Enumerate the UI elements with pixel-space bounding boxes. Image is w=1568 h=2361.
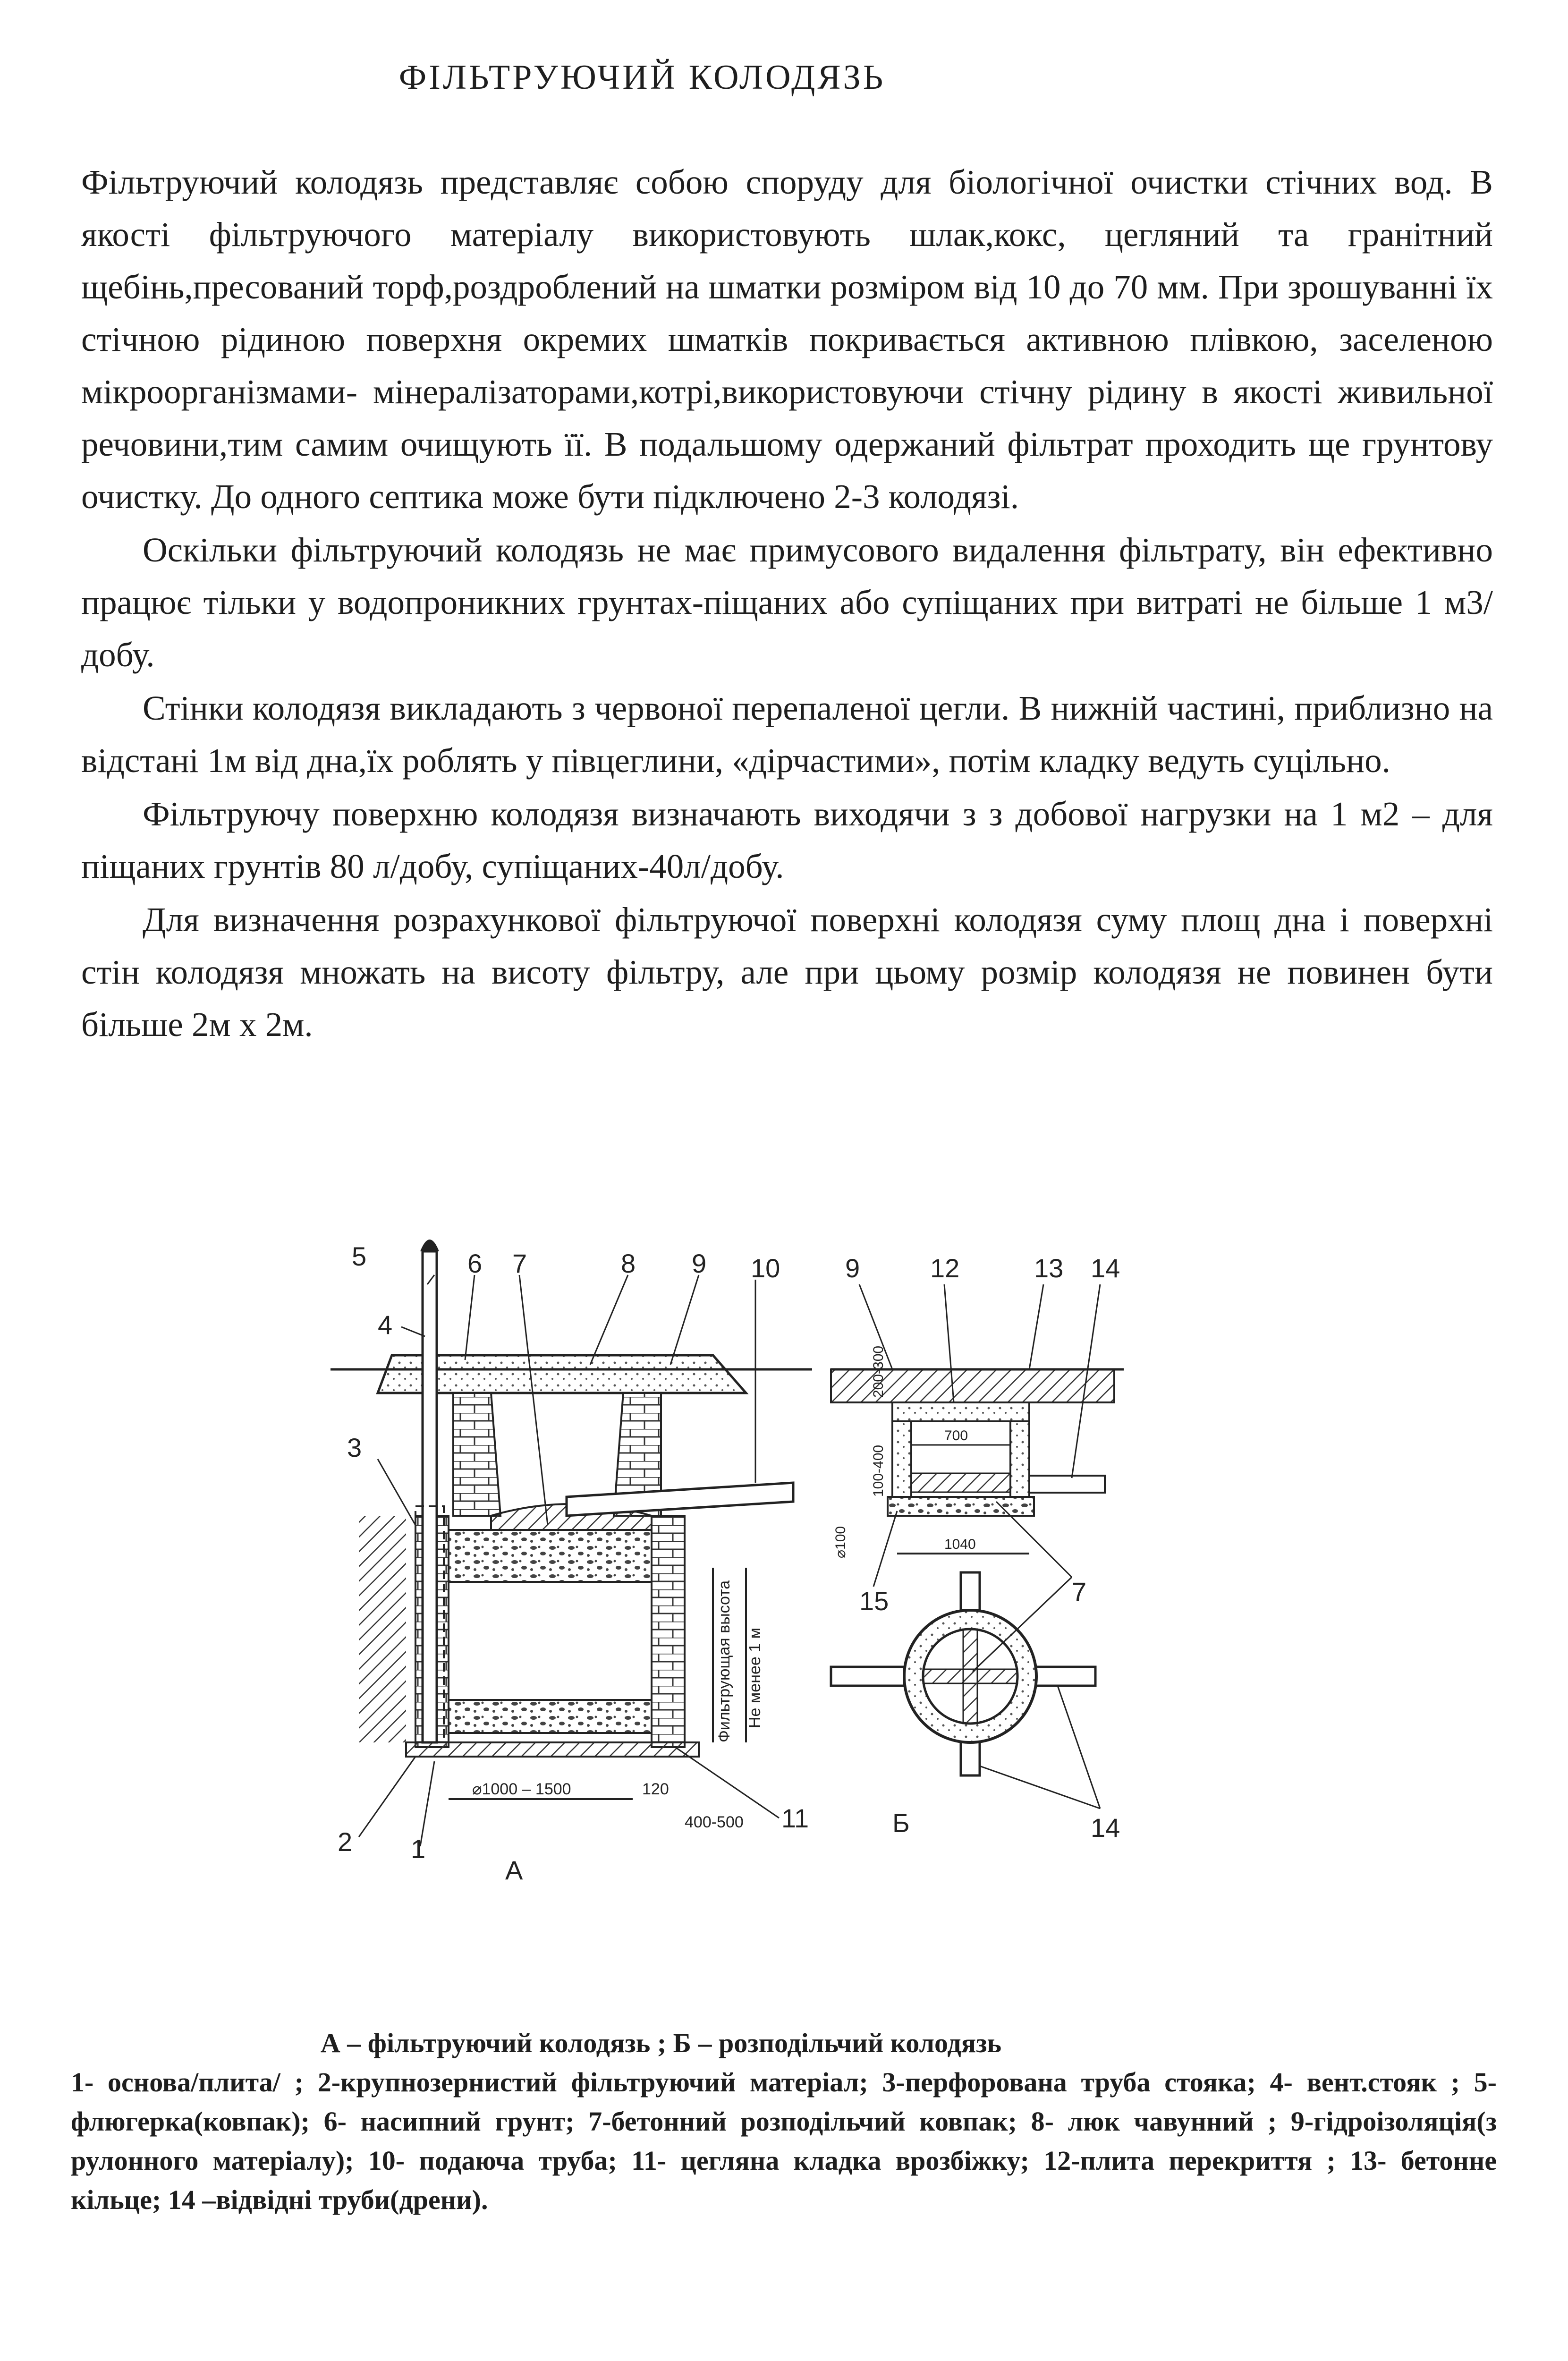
paragraph: Оскільки фільтруючий колодязь не має примусового видалення фільтрату, він ефективно працює тільки у водопроникних грунтах-піщаних або супіщаних при витраті не більше 1 м3/добу. [81,531,1493,674]
vent-stack [423,1251,437,1742]
label-b-15: 15 [859,1586,889,1616]
cross-v [963,1629,977,1724]
body-text [81,156,1493,1051]
dim-b-cover: 200-300 [871,1345,886,1398]
label-10: 10 [751,1253,780,1283]
page-title: ФІЛЬТРУЮЧИЙ КОЛОДЯЗЬ [398,58,886,97]
figure-caption [71,2023,1497,2219]
label-b-12: 12 [930,1253,960,1283]
figure-b-label: Б [892,1808,910,1838]
caption-title: А – фільтруючий колодязь ; Б – розподільчий колодязь [320,2028,1002,2058]
paragraph: Для визначення розрахункової фільтруючої поверхні колодязя суму площ дна і поверхні стін колодязя множать на висоту фільтру, але при цьому розмір колодязя не повинен бути більше 2м х 2м. [81,900,1493,1044]
label-b-7: 7 [1072,1577,1087,1606]
label-3: 3 [347,1433,362,1462]
filter-material-bottom [449,1700,652,1733]
label-b-14-top: 14 [1091,1253,1120,1283]
label-6: 6 [467,1248,483,1278]
filter-material-top [449,1530,652,1582]
dim-b-height: 100-400 [871,1444,886,1497]
cover-plate-b [892,1402,1029,1421]
section-b [831,1253,1124,1843]
dim-b-inner: 700 [944,1428,968,1444]
caption-legend: 1- основа/плита/ ; 2-крупнозернистий фільтруючий матеріал; 3-перфорована труба стояка; 4- вент.стояк ; 5- флюгерка(ковпак); 6- насипний грунт; 7-бетонний розподільчий ковпак; 8- люк чавунний ; 9-гідроізоляція(з рулонного матеріалу); 10- подаюча труба; 11- цегляна кладка врозбіжку; 12-плита перекриття ; 13- бетонне кільце; 14 –відвідні труби(дрени). [71,2067,1497,2215]
labels-b [845,1253,1120,1843]
label-7: 7 [512,1248,527,1278]
figure-a-label: А [505,1855,523,1885]
label-b-14: 14 [1091,1813,1120,1843]
dim-a-width: ⌀1000 – 1500 [472,1780,571,1798]
paragraph: Фільтруючу поверхню колодязя визначають виходячи з з добової нагрузки на 1 м2 – для піщаних грунтів 80 л/добу, супіщаних-40л/добу. [81,795,1493,885]
label-4: 4 [378,1310,393,1340]
weather-vane [420,1240,439,1251]
ring-wall-left-b [892,1421,911,1497]
brick-wall-right [652,1516,685,1747]
well-figure [302,1199,1176,1936]
paragraph: Фільтруючий колодязь представляє собою споруду для біологічної очистки стічних вод. В якості фільтруючого матеріалу використовують шлак,кокс, цегляний та гранітний щебінь,пресований торф,роздроблений на шматки розміром від 10 до 70 мм. При зрошуванні їх стічною рідиною поверхня окремих шматків покривається активною плівкою, заселеною мікроорганізмами- мінералізаторами,котрі,використовуючи стічну рідину в якості живильної речовини,тим самим очищують її. В подальшому одержаний фільтрат проходить ще грунтову очистку. До одного септика може бути підключено 2-3 колодязі. [81,163,1493,516]
dim-a-height: Не менее 1 м [746,1628,764,1728]
dim-a-wall: 120 [642,1780,669,1798]
ring-wall-right-b [1010,1421,1029,1497]
supply-pipe [567,1483,793,1516]
dim-a-gap: 400-500 [685,1813,744,1831]
label-5: 5 [352,1241,367,1271]
label-1: 1 [411,1834,426,1864]
base-b [888,1497,1034,1516]
cap-b [911,1473,1010,1492]
paragraph: Стінки колодязя викладають з червоної перепаленої цегли. В нижній частині, приблизно на відстані 1м від дна,їх роблять у півцеглини, «дірчастими», потім кладку ведуть суцільно. [81,689,1493,780]
outlet-pipe-b [1029,1476,1105,1493]
dim-a-filter: Фильтрующая высота [715,1580,733,1742]
dim-b-base: 1040 [944,1537,976,1552]
label-11: 11 [781,1803,809,1833]
label-2: 2 [338,1827,353,1857]
section-a [331,1240,812,1885]
base-plate [406,1742,699,1757]
brick-wall-upper-left [453,1393,500,1516]
label-8: 8 [621,1248,636,1278]
dim-b-pipe: ⌀100 [833,1526,848,1558]
label-9: 9 [692,1248,707,1278]
label-b-13: 13 [1034,1253,1064,1283]
label-b-9: 9 [845,1253,860,1283]
soil-left [359,1516,406,1742]
